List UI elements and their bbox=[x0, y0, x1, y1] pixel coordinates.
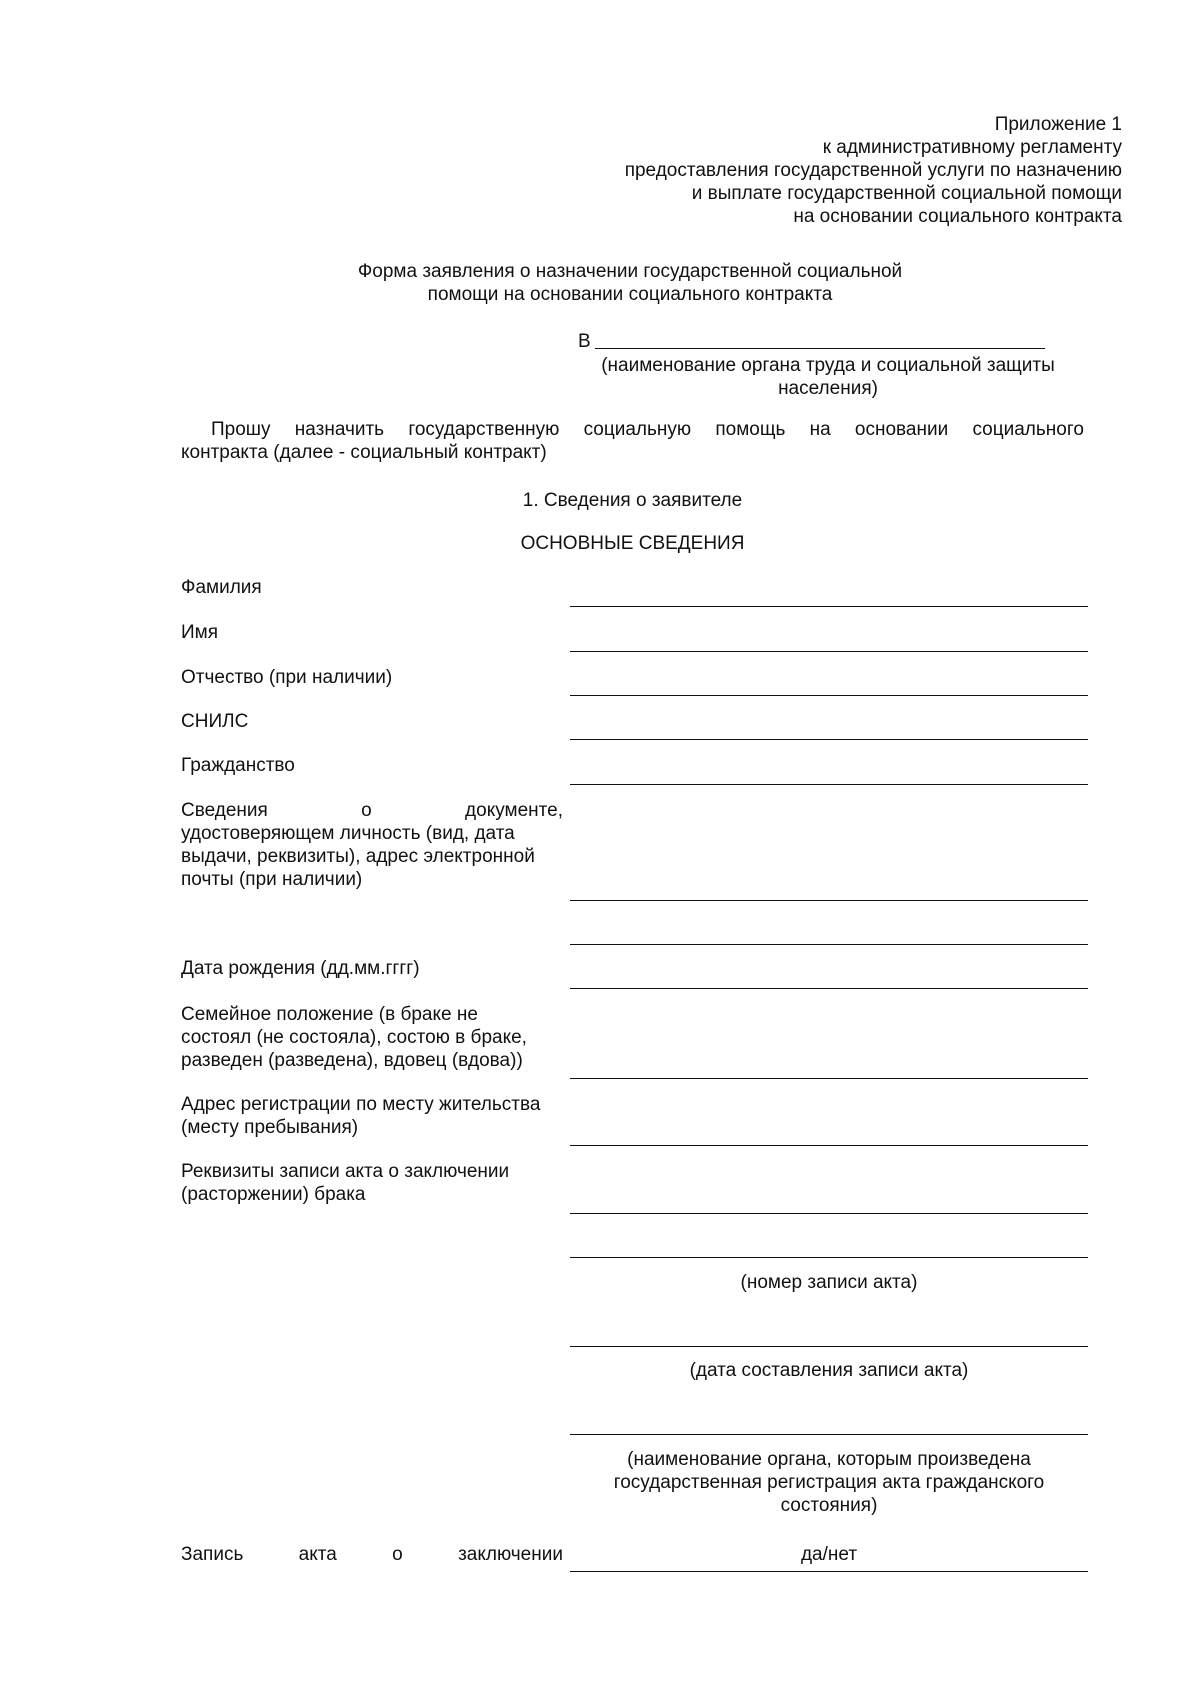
form-title bbox=[330, 260, 930, 306]
citizenship-input-line[interactable] bbox=[570, 784, 1088, 785]
header-line: Приложение 1 bbox=[994, 114, 1122, 135]
form-title-line: помощи на основании социального контракта bbox=[427, 284, 833, 305]
birth-date-label: Дата рождения (дд.мм.гггг) bbox=[181, 958, 420, 979]
snils-label: СНИЛС bbox=[181, 711, 249, 732]
snils-input-line[interactable] bbox=[570, 739, 1088, 740]
registration-address-label: Адрес регистрации по месту жительства (месту пребывания) bbox=[181, 1094, 541, 1138]
name-label: Имя bbox=[181, 622, 219, 643]
marriage-entry-label: Запись акта о заключении bbox=[181, 1544, 563, 1565]
addressee-block bbox=[578, 330, 1078, 399]
citizenship-label: Гражданство bbox=[181, 755, 295, 776]
request-paragraph bbox=[181, 418, 1084, 464]
marriage-record-input-line[interactable] bbox=[570, 1213, 1088, 1214]
surname-label: Фамилия bbox=[181, 577, 262, 598]
addressee-prefix: В bbox=[578, 331, 591, 352]
marriage-entry-input-line[interactable] bbox=[570, 1571, 1088, 1572]
record-number-input-line[interactable] bbox=[570, 1257, 1088, 1258]
section-subtitle: ОСНОВНЫЕ СВЕДЕНИЯ bbox=[520, 533, 745, 554]
header-line: к административному регламенту bbox=[822, 137, 1122, 158]
surname-input-line[interactable] bbox=[570, 606, 1088, 607]
marriage-record-label: Реквизиты записи акта о заключении (расторжении) брака bbox=[181, 1161, 510, 1205]
marital-status-label: Семейное положение (в браке не состоял (не состояла), состою в браке, разведен (разведена), вдовец (вдова)) bbox=[181, 1004, 527, 1071]
birth-date-input-line[interactable] bbox=[570, 988, 1088, 989]
name-input-line[interactable] bbox=[570, 651, 1088, 652]
header-line: и выплате государственной социальной помощи bbox=[691, 183, 1122, 204]
form-title-line: Форма заявления о назначении государственной социальной bbox=[357, 261, 903, 282]
addressee-caption: (наименование органа труда и социальной защиты населения) bbox=[601, 355, 1055, 399]
request-line-2: контракта (далее - социальный контракт) bbox=[181, 442, 547, 463]
patronymic-input-line[interactable] bbox=[570, 695, 1088, 696]
record-date-input-line[interactable] bbox=[570, 1346, 1088, 1347]
record-number-caption: (номер записи акта) bbox=[740, 1272, 918, 1293]
header-line: на основании социального контракта bbox=[793, 206, 1122, 227]
id-document-input-line[interactable] bbox=[570, 900, 1088, 901]
record-date-caption: (дата составления записи акта) bbox=[689, 1360, 969, 1381]
patronymic-label: Отчество (при наличии) bbox=[181, 667, 393, 688]
registration-address-input-line[interactable] bbox=[570, 1145, 1088, 1146]
appendix-header bbox=[562, 113, 1122, 228]
yes-no-option[interactable]: да/нет bbox=[800, 1544, 858, 1565]
request-line-1: Прошу назначить государственную социальную помощь на основании социального bbox=[211, 419, 1084, 440]
id-document-label: Сведения о документе, удостоверяющем личность (вид, дата выдачи, реквизиты), адрес электронной почты (при наличии) bbox=[181, 800, 563, 890]
addressee-input-line[interactable] bbox=[595, 348, 1045, 349]
id-document-input-line-2[interactable] bbox=[570, 944, 1088, 945]
section-title: 1. Сведения о заявителе bbox=[522, 490, 743, 511]
marital-status-input-line[interactable] bbox=[570, 1078, 1088, 1079]
registrar-caption: (наименование органа, которым произведена государственная регистрация акта гражданского состояния) bbox=[613, 1449, 1045, 1516]
header-line: предоставления государственной услуги по назначению bbox=[624, 160, 1122, 181]
registrar-input-line[interactable] bbox=[570, 1434, 1088, 1435]
